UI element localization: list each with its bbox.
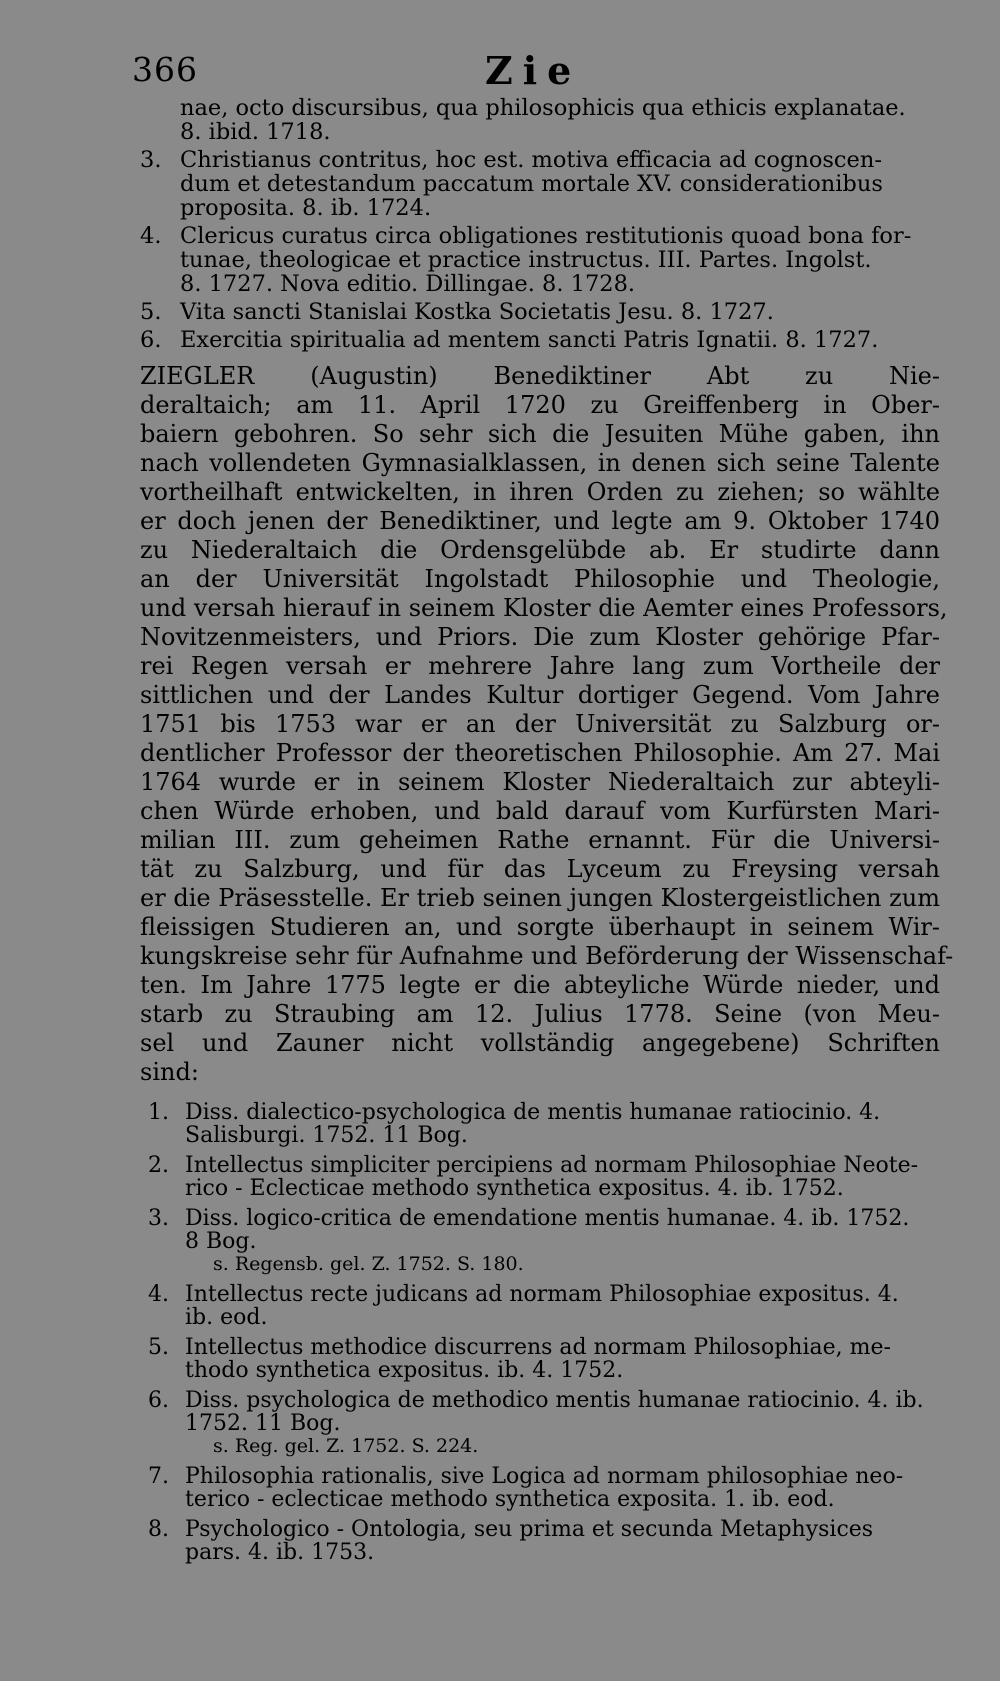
bio-line: zu Niederaltaich die Ordensgelübde ab. Er studirte dann — [140, 536, 940, 564]
bio-line: nach vollendeten Gymnasialklassen, in denen sich seine Talente — [140, 449, 940, 477]
bio-line: vortheilhaft entwickelten, in ihren Orden zu ziehen; so wählte — [140, 478, 940, 506]
list-item — [130, 1465, 940, 1511]
bio-line: kungskreise sehr für Aufnahme und Beförderung der Wissenschaf- — [140, 942, 954, 970]
entry-line: Intellectus recte judicans ad normam Philosophiae expositus. 4. — [185, 1282, 899, 1307]
entry-number: 7. — [148, 1464, 169, 1489]
entry-line: terico - eclecticae methodo synthetica exposita. 1. ib. eod. — [185, 1487, 835, 1512]
entry-line: 8. 1727. Nova editio. Dillingae. 8. 1728. — [180, 271, 636, 297]
entry-line: thodo synthetica expositus. ib. 4. 1752. — [185, 1358, 624, 1383]
entry-line: 8 Bog. — [185, 1229, 257, 1254]
entry-line: Exercitia spiritualia ad mentem sancti Patris Ignatii. 8. 1727. — [180, 327, 879, 353]
bio-line: sittlichen und der Landes Kultur dortiger Gegend. Vom Jahre — [140, 681, 940, 709]
entry-line: Diss. logico-critica de emendatione mentis humanae. 4. ib. 1752. — [185, 1206, 910, 1231]
entry-line: tunae, theologicae et practice instructus. III. Partes. Ingolst. — [180, 247, 872, 273]
bio-line: er doch jenen der Benediktiner, und legte am 9. Oktober 1740 — [140, 507, 940, 535]
entry-number: 5. — [140, 299, 162, 325]
bio-line: an der Universität Ingolstadt Philosophie und Theologie, — [140, 565, 940, 593]
entry-reference: s. Reg. gel. Z. 1752. S. 224. — [213, 1435, 479, 1457]
entry-line: rico - Eclecticae methodo synthetica expositus. 4. ib. 1752. — [185, 1176, 844, 1201]
entry-line: proposita. 8. ib. 1724. — [180, 195, 432, 221]
entry-line: Intellectus simpliciter percipiens ad normam Philosophiae Neote- — [185, 1153, 919, 1178]
bio-line: milian III. zum geheimen Rathe ernannt. Für die Universi- — [140, 826, 940, 854]
top-entry-list — [130, 96, 940, 352]
entry-line: Christianus contritus, hoc est. motiva efficacia ad cognoscen- — [180, 147, 882, 173]
entry-line: Intellectus methodice discurrens ad normam Philosophiae, me- — [185, 1335, 891, 1360]
entry-number: 4. — [148, 1282, 169, 1307]
bio-line: Novitzenmeisters, und Priors. Die zum Kloster gehörige Pfar- — [140, 623, 940, 651]
entry-number: 8. — [148, 1517, 169, 1542]
entry-line: pars. 4. ib. 1753. — [185, 1540, 375, 1565]
entry-line: Diss. psychologica de methodico mentis humanae ratiocinio. 4. ib. — [185, 1388, 924, 1413]
entry-line: Salisburgi. 1752. 11 Bog. — [185, 1123, 468, 1148]
bio-line: chen Würde erhoben, und bald darauf vom Kurfürsten Mari- — [140, 797, 940, 825]
entry-line: Psychologico - Ontologia, seu prima et secunda Metaphysices — [185, 1517, 874, 1542]
list-item — [130, 1207, 940, 1276]
entry-line: 8. ibid. 1718. — [180, 119, 331, 145]
list-item — [130, 300, 940, 324]
list-item — [130, 328, 940, 352]
bio-line: 1751 bis 1753 war er an der Universität zu Salzburg or- — [140, 710, 940, 738]
page-number: 366 — [132, 50, 198, 89]
bio-line: sind: — [140, 1058, 199, 1086]
entry-reference: s. Regensb. gel. Z. 1752. S. 180. — [213, 1253, 524, 1275]
entry-number: 4. — [140, 223, 162, 249]
entry-number: 3. — [148, 1206, 169, 1231]
bio-line: starb zu Straubing am 12. Julius 1778. Seine (von Meu- — [140, 1000, 940, 1028]
list-item — [130, 148, 940, 220]
list-item — [130, 1101, 940, 1147]
bio-line: 1764 wurde er in seinem Kloster Niederaltaich zur abteyli- — [140, 768, 940, 796]
entry-number: 6. — [148, 1388, 169, 1413]
entry-number: 1. — [148, 1100, 169, 1125]
list-item — [130, 1154, 940, 1200]
entry-line: Philosophia rationalis, sive Logica ad normam philosophiae neo- — [185, 1464, 904, 1489]
list-item — [130, 1518, 940, 1564]
bio-line: dentlicher Professor der theoretischen Philosophie. Am 27. Mai — [140, 739, 940, 767]
list-item — [130, 1336, 940, 1382]
entry-number: 3. — [140, 147, 162, 173]
entry-number: 5. — [148, 1335, 169, 1360]
bio-line: rei Regen versah er mehrere Jahre lang zum Vortheile der — [140, 652, 940, 680]
bio-line: er die Präsesstelle. Er trieb seinen jungen Klostergeistlichen zum — [140, 884, 940, 912]
entry-line: Diss. dialectico-psychologica de mentis humanae ratiocinio. 4. — [185, 1100, 881, 1125]
entry-line: dum et detestandum paccatum mortale XV. considerationibus — [180, 171, 883, 197]
entry-line: Clericus curatus circa obligationes restitutionis quoad bona for- — [180, 223, 912, 249]
works-list — [130, 1101, 940, 1564]
bio-line: ZIEGLER (Augustin) Benediktiner Abt zu Nie- — [140, 362, 940, 390]
bio-line: tät zu Salzburg, und für das Lyceum zu Freysing versah — [140, 855, 940, 883]
running-head: Zie — [485, 48, 582, 93]
bio-line: und versah hierauf in seinem Kloster die Aemter eines Professors, — [140, 594, 948, 622]
list-item — [130, 1389, 940, 1458]
entry-number: 2. — [148, 1153, 169, 1178]
entry-line: ib. eod. — [185, 1305, 268, 1330]
entry-line: Vita sancti Stanislai Kostka Societatis Jesu. 8. 1727. — [180, 299, 774, 325]
entry-line: nae, octo discursibus, qua philosophicis qua ethicis explanatae. — [180, 95, 906, 121]
bio-line: deraltaich; am 11. April 1720 zu Greiffenberg in Ober- — [140, 391, 940, 419]
entry-number: 6. — [140, 327, 162, 353]
list-item — [130, 96, 940, 144]
biography-paragraph — [130, 362, 954, 1087]
list-item — [130, 224, 940, 296]
bio-line: sel und Zauner nicht vollständig angegebene) Schriften — [140, 1029, 940, 1057]
bio-line: ten. Im Jahre 1775 legte er die abteyliche Würde nieder, und — [140, 971, 940, 999]
entry-line: 1752. 11 Bog. — [185, 1411, 341, 1436]
bio-line: fleissigen Studieren an, und sorgte überhaupt in seinem Wir- — [140, 913, 940, 941]
list-item — [130, 1283, 940, 1329]
bio-line: baiern gebohren. So sehr sich die Jesuiten Mühe gaben, ihn — [140, 420, 940, 448]
page-header — [130, 50, 940, 96]
